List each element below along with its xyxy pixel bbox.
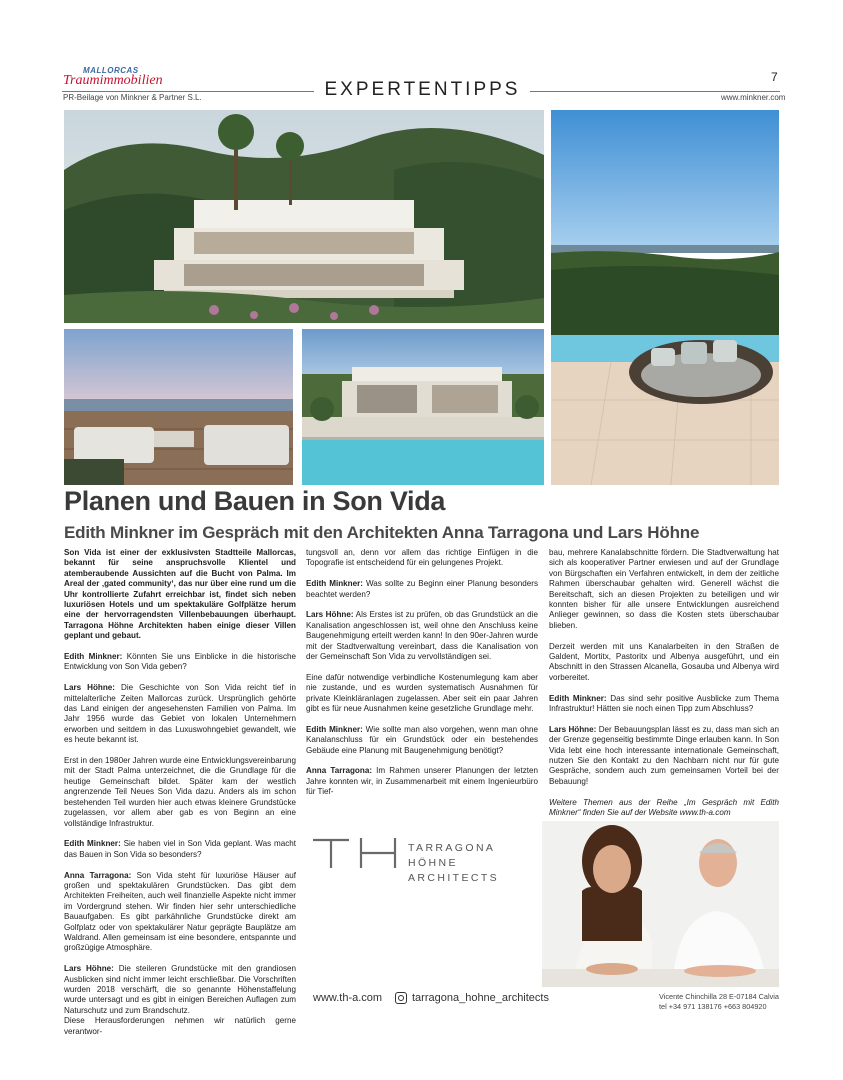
header-website: www.minkner.com	[721, 93, 786, 102]
speaker-label: Lars Höhne:	[64, 964, 114, 974]
series-note: Weitere Themen aus der Reihe „Im Gespräch mit Edith Minkner“ finden Sie auf der Website www.th-a.com	[549, 797, 779, 818]
lead-paragraph: Son Vida ist einer der exklusivsten Stadtteile Mallorcas, bekannt für seine anspruchsvolle Klientel und atemberaubende Aussichten auf die Bucht von Palma. Im Areal der ‚gated community‘, das nur über eine rund um die Uhr kontrollierte Zufahrt erreichbar ist, findet sich neben luxuriösen Hotels und um spektakuläre Golfplätze herum eine der hervorragendsten Villenbebauungen überhaupt. Tarragona Höhne Architekten haben einige dieser Villen geplant und gebaut.	[64, 548, 296, 641]
body-paragraph: bau, mehrere Kanalabschnitte fördern. Die Stadtverwaltung hat sich als kooperativer Partner erwiesen und auf der Grundlage von Bürgschaften ein Verfahren entwickelt, in dem der zeitliche Rahmen überschaubar gehalten wird. Generell wächst die Bereitschaft, sich an diesen Projekten zu beteiligen und wir konnten bisher für alle unsere Entwicklungen ausreichend Anlieger gewinnen, so dass die Kosten stets überschaubar blieben.	[549, 548, 779, 630]
villa-hillside-photo	[64, 110, 544, 323]
body-paragraph: Eine dafür notwendige verbindliche Kostenumlegung kam aber nie zustande, und es wurden systematisch Ausnahmen für private Kleinkläranlagen zugelassen. Aber seit ein paar Jahren gibt es für neue Ausnahmen keine gesetzliche Grundlage mehr.	[306, 672, 538, 714]
speaker-label: Edith Minkner:	[306, 579, 363, 589]
speaker-label: Edith Minkner:	[64, 839, 121, 849]
page-number: 7	[771, 70, 778, 84]
architects-brand-block	[313, 838, 538, 884]
architects-address	[659, 992, 779, 1012]
answer-paragraph	[64, 683, 296, 745]
pool-daybed-panorama-photo	[551, 110, 779, 485]
speaker-label: Anna Tarragona:	[306, 766, 373, 776]
paragraph-text: Der Bebauungsplan lässt es zu, dass man sich an der Grenze gegenseitig bestimmte Dinge erlauben kann. In Son Vida lebt eine hoch interessante internationale Gemeinschaft, nutzen Sie den Kontakt zu den Nachbarn nicht nur für gute Gespräche, sondern auch zum gemeinsamen Vorteil bei der Bebauung!	[549, 724, 780, 786]
speaker-label: Anna Tarragona:	[64, 870, 132, 880]
paragraph-text: Im Rahmen unserer Planungen der letzten Jahre konnten wir, in Zusammenarbeit mit einem Ingenieurbüro für Tief-	[306, 766, 538, 797]
paragraph-text: Sie haben viel in Son Vida geplant. Was macht das Bauen in Son Vida so besonders?	[64, 839, 296, 859]
question-paragraph	[306, 579, 538, 600]
speaker-label: Edith Minkner:	[306, 724, 363, 734]
header-rule-left	[62, 91, 314, 92]
article-column-2	[306, 548, 538, 808]
paragraph-text: Die Geschichte von Son Vida reicht tief in mittelalterliche Zeiten Mallorcas zurück. Ursprünglich gehörte das Land einigen der angesehensten Familien von Palma. Im Jahr 1956 wurde das Gebiet von lokalen Unternehmern erworben und seitdem in das Luxuswohngebiet gewandelt, wie es heute bekannt ist.	[64, 683, 296, 745]
phone-line: tel +34 971 138176 +663 804920	[659, 1002, 767, 1011]
answer-paragraph	[306, 766, 538, 797]
body-paragraph: Erst in den 1980er Jahren wurde eine Entwicklungsvereinbarung mit der Stadt Palma unterzeichnet, die die Grundlage für die heutige Gemeinschaft bildet. Später kam der westlich angrenzende Teil Neues Son Vida dazu. Anders als im schon bestehenden Teil wurden hier auch etwas kleinere Grundstücke zugelassen, vor allem aber gab es von Beginn an eine vollständige Infrastruktur.	[64, 756, 296, 828]
article-column-3	[549, 548, 779, 829]
speaker-label: Lars Höhne:	[306, 610, 354, 620]
speaker-label: Lars Höhne:	[64, 683, 115, 693]
article-column-1	[64, 548, 296, 1047]
architects-website-link[interactable]: www.th-a.com	[313, 992, 383, 1004]
paragraph-text: Son Vida steht für luxuriöse Häuser auf großen und spektakulären Grundstücken. Das gibt dem Architekten Freiheiten, auch weil finanzielle Aspekte nicht immer im Vordergrund stehen. Wir finden hier sehr unterschiedliche Bauaufgaben. Es gibt parkähnliche Grundstücke direkt am Golfplatz oder von spektakulärer Natur geprägte Bauplätze am Waldrand. Allen gemeinsam ist eine besondere, entspannte und großzügige Atmosphäre.	[64, 870, 296, 953]
paragraph-text: Das sind sehr positive Ausblicke zum Thema Infrastruktur! Hätten sie noch einen Tipp zum Abschluss?	[549, 693, 779, 714]
paragraph-text: Könnten Sie uns Einblicke in die historische Entwicklung von Son Vida geben?	[64, 652, 296, 672]
villa-pool-photo	[302, 329, 544, 485]
th-logo-icon	[313, 838, 397, 868]
speaker-label: Lars Höhne:	[549, 724, 597, 734]
brand-name	[408, 841, 538, 886]
section-title: EXPERTENTIPPS	[324, 79, 521, 100]
brand-name-line1: TARRAGONA HÖHNE	[408, 842, 495, 869]
terrace-lounge-photo	[64, 329, 293, 485]
answer-paragraph	[64, 871, 296, 954]
body-paragraph: Diese Herausforderungen nehmen wir natürlich gerne verantwor-	[64, 1016, 296, 1036]
brand-name-line2: ARCHITECTS	[408, 872, 500, 884]
speaker-label: Edith Minkner:	[64, 652, 123, 662]
body-paragraph: tungsvoll an, denn vor allem das richtige Einfügen in die Topografie ist entscheidend für ein gelungenes Projekt.	[306, 548, 538, 568]
answer-paragraph	[64, 964, 296, 1016]
question-paragraph	[64, 839, 296, 860]
question-paragraph	[549, 694, 779, 715]
logo-main-text: Traumimmobilien	[63, 73, 163, 88]
answer-paragraph	[306, 610, 538, 662]
paragraph-text: Was sollte zu Beginn einer Planung besonders beachtet werden?	[306, 579, 538, 599]
instagram-handle-link[interactable]: tarragona_hohne_architects	[412, 992, 549, 1004]
speaker-label: Edith Minkner:	[549, 693, 607, 703]
architects-portrait-photo	[542, 821, 779, 987]
article-subheadline: Edith Minkner im Gespräch mit den Architekten Anna Tarragona und Lars Höhne	[64, 523, 700, 542]
header-rule-right	[530, 91, 780, 92]
article-headline: Planen und Bauen in Son Vida	[64, 486, 446, 516]
address-line: Vicente Chinchilla 28 E-07184 Calvia	[659, 992, 779, 1001]
body-paragraph: Derzeit werden mit uns Kanalarbeiten in den Straßen de Galdent, Mortitx, Pastoritx und Albenya ausgeführt, und ein Abschnitt in den Strassen Alcanella, Gosauba und Albenya wird vorbereitet.	[549, 641, 779, 682]
question-paragraph	[306, 725, 538, 756]
paragraph-text: Als Erstes ist zu prüfen, ob das Grundstück an die Kanalisation angeschlossen ist, weil ohne den Anschluss keine Baugenehmigung erteilt werden kann! In den 90er-Jahren wurde mit der Stadtverwaltung vereinbart, dass die Kanalisation von der Gemeinschaft Son Vida zu vervollständigen sei.	[306, 610, 538, 662]
instagram-icon	[395, 992, 407, 1004]
question-paragraph	[64, 652, 296, 673]
answer-paragraph	[549, 725, 779, 787]
pr-subline: PR-Beilage von Minkner & Partner S.L.	[63, 93, 202, 102]
paragraph-text: Wie sollte man also vorgehen, wenn man ohne Kanalanschluss für ein Grundstück oder ein bestehendes Gebäude eine Planung mit Baugenehmigung benötigt?	[306, 724, 539, 755]
logo-small-text: MALLORCAS	[83, 66, 139, 75]
paragraph-text: Die steileren Grundstücke mit den grandiosen Ausblicken sind nicht immer leicht erschließbar. Die Vorschriften wurden 2018 verschärft, die so genannte Höhenstaffelung wurde untersagt und es gibt in einigen Bereichen Auflagen zum Naturschutz und zum Brandschutz.	[64, 964, 296, 1015]
